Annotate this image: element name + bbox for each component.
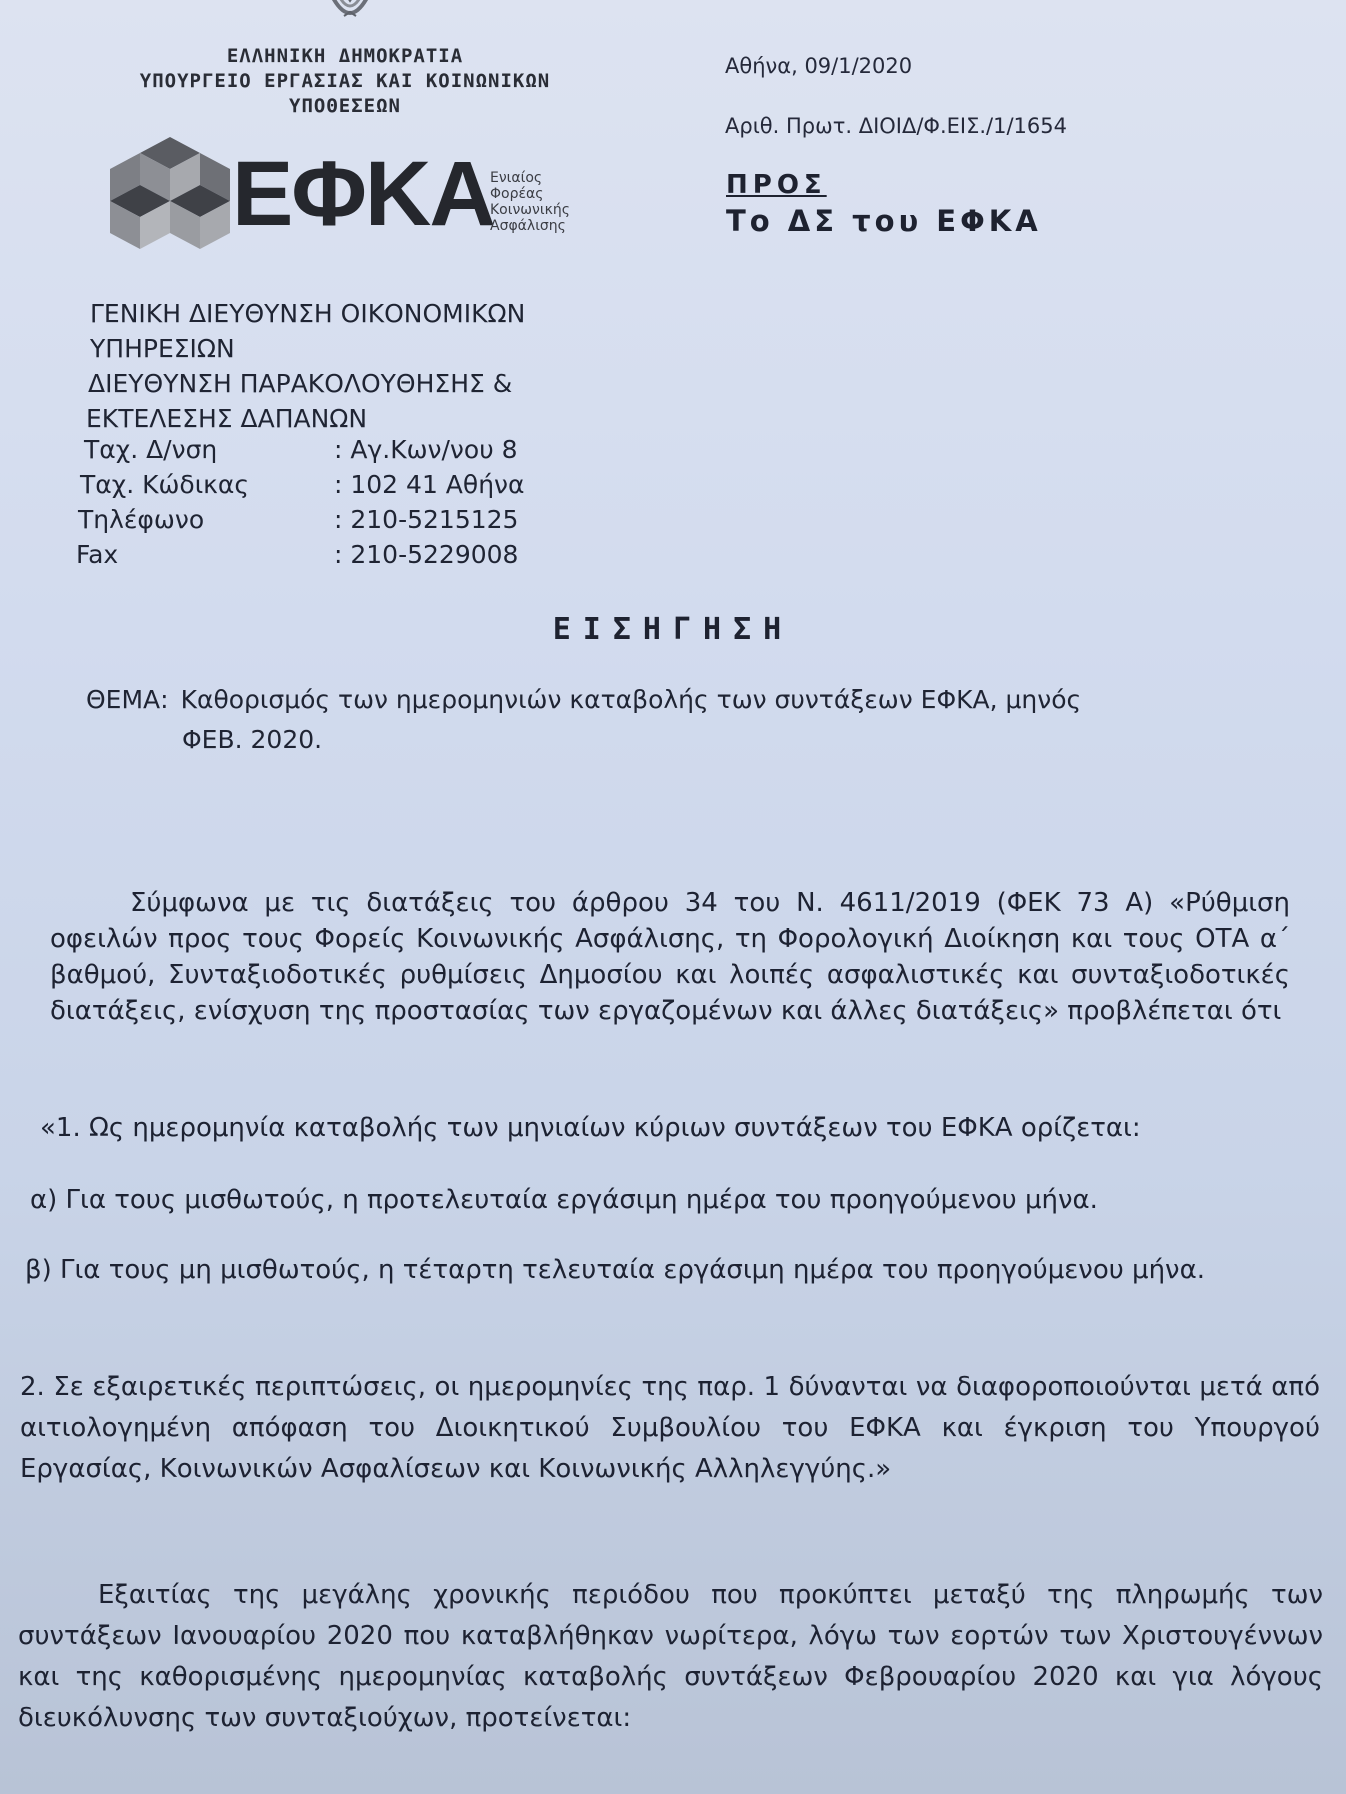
dept-line: ΓΕΝΙΚΗ ΔΙΕΥΘΥΝΣΗ ΟΙΚΟΝΟΜΙΚΩΝ (90, 299, 526, 328)
logo-acronym: ΕΦΚΑ (232, 143, 494, 245)
dept-line: ΔΙΕΥΘΥΝΣΗ ΠΑΡΑΚΟΛΟΥΘΗΣΗΣ & (88, 369, 513, 398)
subject-text: Καθορισμός των ημερομηνιών καταβολής των συντάξεων ΕΦΚΑ, μηνός (180, 685, 1082, 714)
department-block (86, 296, 526, 436)
paragraph-item-b: β) Για τους μη μισθωτούς, η τέταρτη τελευταία εργάσιμη ημέρα του προηγούμενου μήνα. (25, 1255, 1205, 1285)
contact-details (78, 432, 524, 572)
to-label: ΠΡΟΣ (726, 170, 827, 200)
protocol-number: Αριθ. Πρωτ. ΔΙΟΙΔ/Φ.ΕΙΣ./1/1654 (725, 114, 1067, 138)
gov-line-3: ΥΠΟΘΕΣΕΩΝ (289, 95, 401, 117)
greek-coat-of-arms-icon (322, 0, 378, 22)
logo-subtitle: Ενιαίος Φορέας Κοινωνικής Ασφάλισης (490, 170, 570, 234)
subject-label: ΘΕΜΑ: (86, 685, 169, 714)
contact-phone: Τηλέφωνο : 210-5215125 (78, 505, 519, 534)
subject-continuation: ΦΕΒ. 2020. (182, 725, 323, 754)
contact-postcode: Ταχ. Κώδικας : 102 41 Αθήνα (80, 470, 525, 499)
paragraph-legal-basis: Σύμφωνα με τις διατάξεις του άρθρου 34 του Ν. 4611/2019 (ΦΕΚ 73 Α) «Ρύθμιση οφειλών προς τους Φορείς Κοινωνικής Ασφάλισης, τη Φορολογική Διοίκηση και τους ΟΤΑ α΄ βαθμού, Συνταξιοδοτικές ρυθμίσεις Δημοσίου και λοιπές ασφαλιστικές και συνταξιοδοτικές διατάξεις, ενίσχυση της προστασίας των εργαζομένων και άλλες διατάξεις» προβλέπεται ότι (50, 888, 1290, 1026)
paragraph-item-a: α) Για τους μισθωτούς, η προτελευταία εργάσιμη ημέρα του προηγούμενου μήνα. (30, 1185, 1098, 1215)
gov-line-1: ΕΛΛΗΝΙΚΗ ΔΗΜΟΚΡΑΤΙΑ (226, 45, 464, 67)
dept-line: ΕΚΤΕΛΕΣΗΣ ΔΑΠΑΝΩΝ (86, 404, 368, 433)
contact-fax: Fax : 210-5229008 (76, 540, 519, 569)
cube-emblem-icon (108, 135, 233, 255)
government-header (105, 44, 585, 119)
gov-line-2: ΥΠΟΥΡΓΕΙΟ ΕΡΓΑΣΙΑΣ ΚΑΙ ΚΟΙΝΩΝΙΚΩΝ (139, 70, 551, 92)
paragraph-proposal: Εξαιτίας της μεγάλης χρονικής περιόδου που προκύπτει μεταξύ της πληρωμής των συντάξεων Ιανουαρίου 2020 που καταβλήθηκαν νωρίτερα, λόγω των εορτών των Χριστουγέννων και της καθορισμένης ημερομηνίας καταβολής συντάξεων Φεβρουαρίου 2020 και για λόγους διευκόλυνσης των συνταξιούχων, προτείνεται: (18, 1580, 1323, 1733)
document-title: ΕΙΣΗΓΗΣΗ (552, 612, 794, 647)
contact-address: Ταχ. Δ/νση : Αγ.Κων/νου 8 (84, 435, 518, 464)
paragraph-article-1: «1. Ως ημερομηνία καταβολής των μηνιαίων κύριων συντάξεων του ΕΦΚΑ ορίζεται: (40, 1113, 1141, 1143)
document-date: Αθήνα, 09/1/2020 (725, 54, 913, 78)
dept-line: ΥΠΗΡΕΣΙΩΝ (90, 334, 235, 363)
subject (86, 680, 1281, 760)
recipient: Το ΔΣ του ΕΦΚΑ (726, 204, 1042, 238)
paragraph-article-2: 2. Σε εξαιρετικές περιπτώσεις, οι ημερομηνίες της παρ. 1 δύνανται να διαφοροποιούνται μετά από αιτιολογημένη απόφαση του Διοικητικού Συμβουλίου του ΕΦΚΑ και έγκριση του Υπουργού Εργασίας, Κοινωνικών Ασφαλίσεων και Κοινωνικής Αλληλεγγύης.» (20, 1372, 1320, 1484)
